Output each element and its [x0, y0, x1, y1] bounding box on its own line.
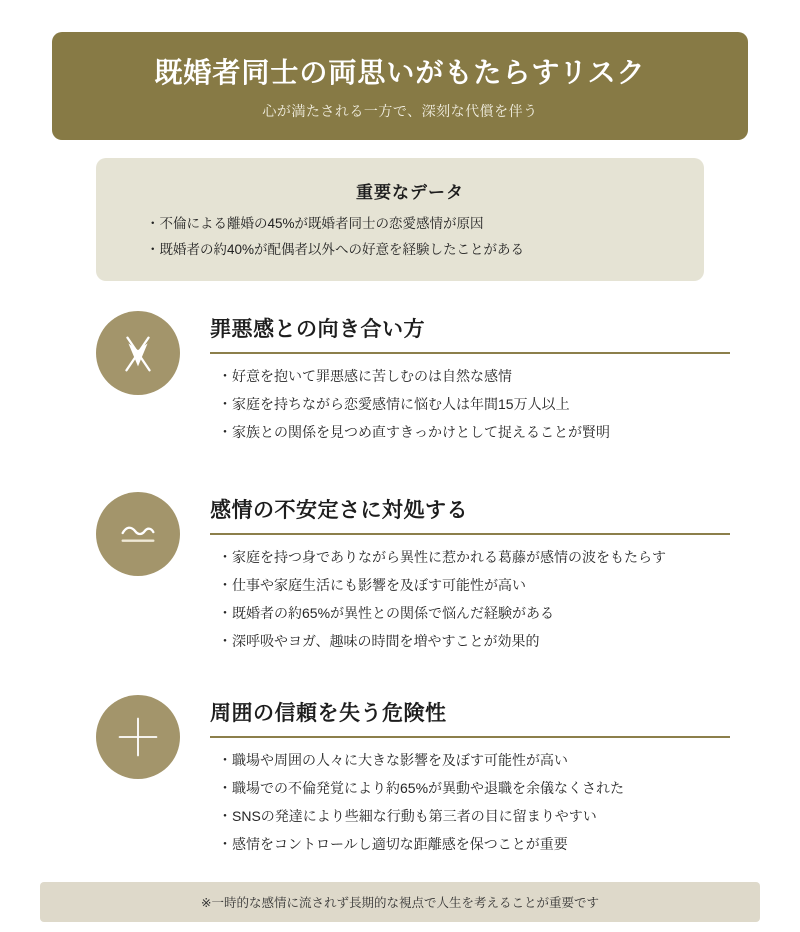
bullet-item: ・家庭を持つ身でありながら異性に惹かれる葛藤が感情の波をもたらす [218, 549, 666, 565]
bullet-item: ・職場での不倫発覚により約65%が異動や退職を余儀なくされた [218, 780, 625, 796]
bullet-item: ・好意を抱いて罪悪感に苦しむのは自然な感情 [218, 368, 512, 384]
page-title: 既婚者同士の両思いがもたらすリスク [154, 57, 646, 88]
key-data-heading: 重要なデータ [356, 183, 464, 202]
key-data-list [146, 211, 674, 263]
footer-note [40, 882, 760, 922]
bullet-item: ・仕事や家庭生活にも影響を及ぼす可能性が高い [218, 577, 526, 593]
section-bullets [210, 746, 730, 858]
page-subtitle: 心が満たされる一方で、深刻な代償を伴う [262, 103, 538, 119]
section-guilt [96, 311, 730, 446]
section-emotions [96, 492, 730, 655]
bullet-item: ・家庭を持ちながら恋愛感情に悩む人は年間15万人以上 [218, 396, 570, 412]
bullet-item: ・既婚者の約40%が配偶者以外への好意を経験したことがある [146, 242, 525, 257]
section-bullets [210, 362, 730, 446]
footer-note-text: ※一時的な感情に流されず長期的な視点で人生を考えることが重要です [201, 896, 599, 910]
bullet-item: ・既婚者の約65%が異性との関係で悩んだ経験がある [218, 605, 555, 621]
crossed-banner-shield-icon [96, 311, 180, 395]
bullet-item: ・深呼吸やヨガ、趣味の時間を増やすことが効果的 [218, 633, 540, 649]
bullet-item: ・感情をコントロールし適切な距離感を保つことが重要 [218, 836, 568, 852]
section-bullets [210, 543, 730, 655]
section-heading: 罪悪感との向き合い方 [210, 313, 730, 354]
bullet-item: ・SNSの発達により些細な行動も第三者の目に留まりやすい [218, 808, 597, 824]
wave-line-icon [96, 492, 180, 576]
bullet-item: ・不倫による離婚の45%が既婚者同士の恋愛感情が原因 [146, 216, 484, 231]
bullet-item: ・職場や周囲の人々に大きな影響を及ぼす可能性が高い [218, 752, 568, 768]
key-data-box [96, 158, 704, 281]
bullet-item: ・家族との関係を見つめ直すきっかけとして捉えることが賢明 [218, 424, 610, 440]
plus-icon [96, 695, 180, 779]
section-heading: 周囲の信頼を失う危険性 [210, 697, 730, 738]
section-heading: 感情の不安定さに対処する [210, 494, 730, 535]
header-banner [52, 32, 748, 140]
infographic-page [0, 32, 800, 932]
section-trust [96, 695, 730, 858]
